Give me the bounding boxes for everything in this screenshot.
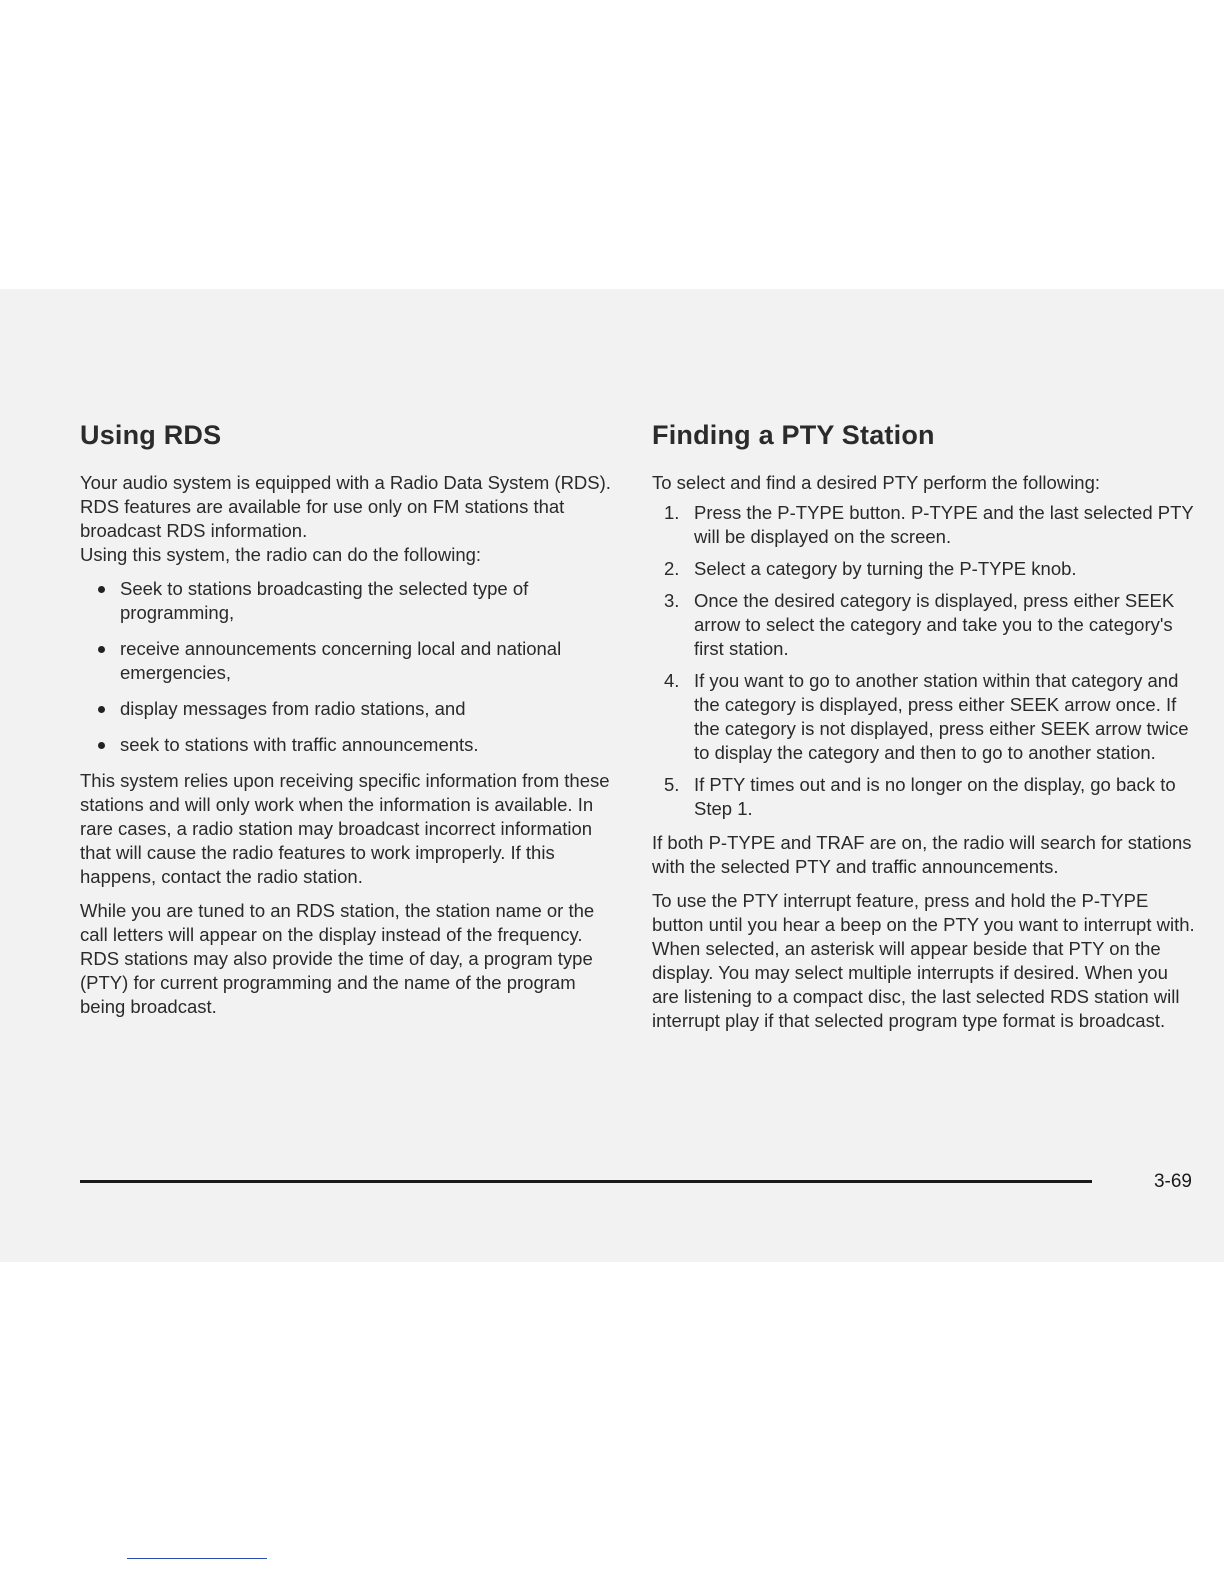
- step-number: 4.: [664, 670, 680, 691]
- bullet-icon: [98, 706, 105, 713]
- step-number: 1.: [664, 502, 680, 523]
- left-column: [80, 420, 620, 1029]
- step-number: 3.: [664, 590, 680, 611]
- bullet-icon: [98, 586, 105, 593]
- body-paragraph-reliance: This system relies upon receiving specific information from these stations and will only work when the information is available. In rare cases, a radio station may broadcast incorrect information that will cause the radio features to work improperly. If this happens, contact the radio station.: [80, 770, 610, 887]
- list-item: 4. If you want to go to another station within that category and the category is displayed, press either SEEK arrow once. If the category is not displayed, press either SEEK arrow twice to display the category and then to go to another station.: [664, 670, 1189, 763]
- list-item: display messages from radio stations, and: [98, 697, 620, 721]
- steps-list: [652, 501, 1197, 821]
- body-paragraph-interrupt: To use the PTY interrupt feature, press and hold the P-TYPE button until you hear a beep on the PTY you want to interrupt with. When selected, an asterisk will appear beside that PTY on the display. You may select multiple interrupts if desired. When you are listening to a compact disc, the last selected RDS station will interrupt play if that selected program type format is broadcast.: [652, 890, 1195, 1031]
- page-number: 3-69: [1153, 1171, 1192, 1192]
- intro-paragraph-2: Using this system, the radio can do the following:: [80, 544, 482, 565]
- list-item: 2. Select a category by turning the P-TYPE knob.: [664, 558, 1077, 579]
- bullet-icon: [98, 742, 105, 749]
- list-item: seek to stations with traffic announcements.: [98, 733, 620, 757]
- list-item: receive announcements concerning local and national emergencies,: [98, 637, 620, 685]
- section-heading-using-rds: Using RDS: [80, 420, 222, 450]
- footer-link-underline: [127, 1558, 267, 1559]
- feature-list: [80, 577, 620, 757]
- list-item: 5. If PTY times out and is no longer on the display, go back to Step 1.: [664, 774, 1176, 819]
- footer-rule: [80, 1180, 1092, 1183]
- body-paragraph-display: While you are tuned to an RDS station, the station name or the call letters will appear on the display instead of the frequency. RDS stations may also provide the time of day, a program type (PTY) for current programming and the name of the program being broadcast.: [80, 900, 595, 1017]
- list-item: 3. Once the desired category is displayed, press either SEEK arrow to select the category and take you to the category's first station.: [664, 590, 1175, 659]
- right-column: [652, 420, 1197, 1043]
- steps-intro: To select and find a desired PTY perform the following:: [652, 472, 1101, 493]
- list-item: Seek to stations broadcasting the selected type of programming,: [98, 577, 620, 625]
- section-heading-finding-pty: Finding a PTY Station: [652, 420, 935, 450]
- body-paragraph-traf: If both P-TYPE and TRAF are on, the radio will search for stations with the selected PTY and traffic announcements.: [652, 832, 1192, 877]
- intro-paragraph: Your audio system is equipped with a Radio Data System (RDS). RDS features are available for use only on FM stations that broadcast RDS information.: [80, 472, 611, 541]
- step-number: 2.: [664, 558, 680, 579]
- step-number: 5.: [664, 774, 680, 795]
- list-item: 1. Press the P-TYPE button. P-TYPE and the last selected PTY will be displayed on the screen.: [664, 502, 1194, 547]
- bullet-icon: [98, 646, 105, 653]
